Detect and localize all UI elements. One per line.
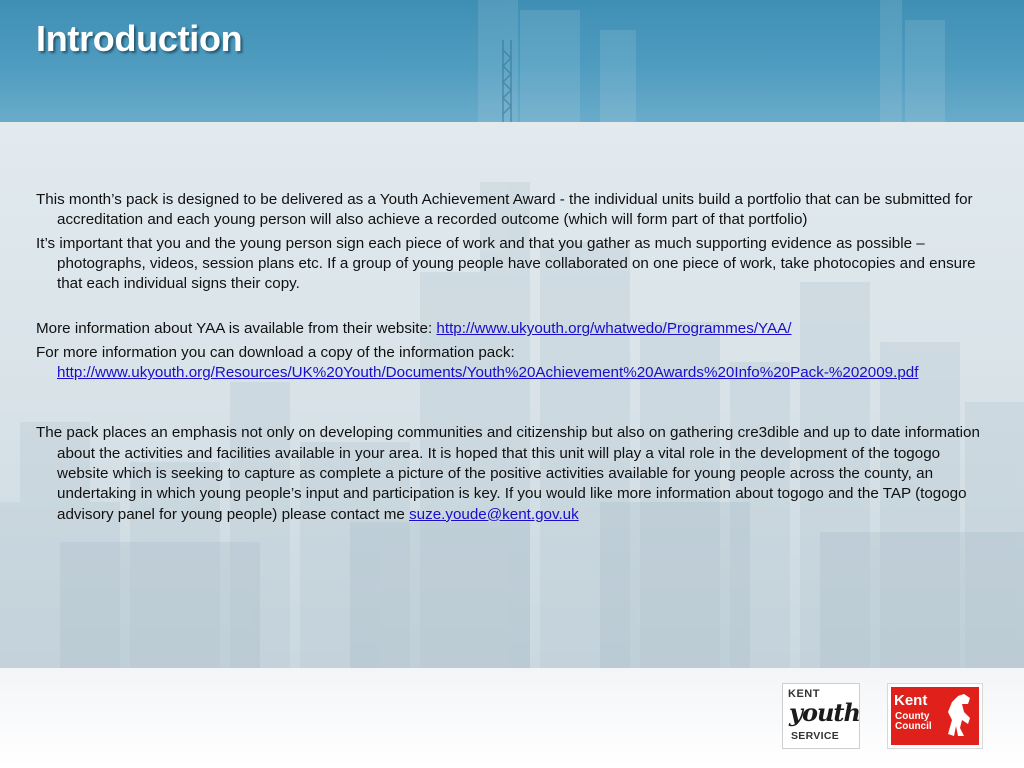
kcc-logo-council: Council [895,721,932,732]
slide-body [36,190,991,528]
paragraph-yaa-intro: This month’s pack is designed to be delivered as a Youth Achievement Award - the individual units build a portfolio that can be submitted for accreditation and each young person will also achieve a recorded outcome (which will form part of that portfolio) [36,191,973,229]
paragraph-info-pack [36,343,991,384]
kent-county-council-logo [887,683,983,749]
info-pack-link[interactable]: http://www.ukyouth.org/Resources/UK%20Youth/Documents/Youth%20Achievement%20Awards%20Info%20Pack-%202009.pdf [57,364,919,382]
paragraph-togogo [36,423,991,524]
contact-email-link[interactable]: suze.youde@kent.gov.uk [409,505,579,523]
paragraph-sign-work: It’s important that you and the young person sign each piece of work and that you gather as much supporting evidence as possible – photographs, videos, session plans etc. If a group of young people have collaborated on one piece of work, take photocopies and ensure that each individual signs their copy. [36,234,976,293]
slide-title: Introduction [36,18,243,59]
youth-logo-youth: youth [789,698,860,727]
kcc-logo-county: County [895,711,930,722]
info-pack-text: For more information you can download a copy of the information pack: [36,343,515,361]
kent-youth-service-logo [782,683,860,749]
white-horse-icon [940,690,976,740]
yaa-website-link[interactable]: http://www.ukyouth.org/whatwedo/Programmes/YAA/ [436,320,792,338]
footer-band [0,668,1024,768]
kcc-logo-kent: Kent [894,692,928,709]
yaa-website-text: More information about YAA is available from their website: [36,320,437,338]
paragraph-yaa-website [36,319,991,339]
togogo-text: The pack places an emphasis not only on developing communities and citizenship but also on gathering cre3dible and up to date information about the activities and facilities available in your area. It is hoped that this unit will play a vital role in the development of the togogo website which is seeking to capture as complete a picture of the positive activities available for young people across the county, an undertaking in which young people’s input and participation is key. If you would like more information about togogo and the TAP (togogo advisory panel for young people) please contact me [36,424,980,523]
youth-logo-kent: KENT [788,688,820,700]
youth-logo-service: SERVICE [791,730,840,742]
